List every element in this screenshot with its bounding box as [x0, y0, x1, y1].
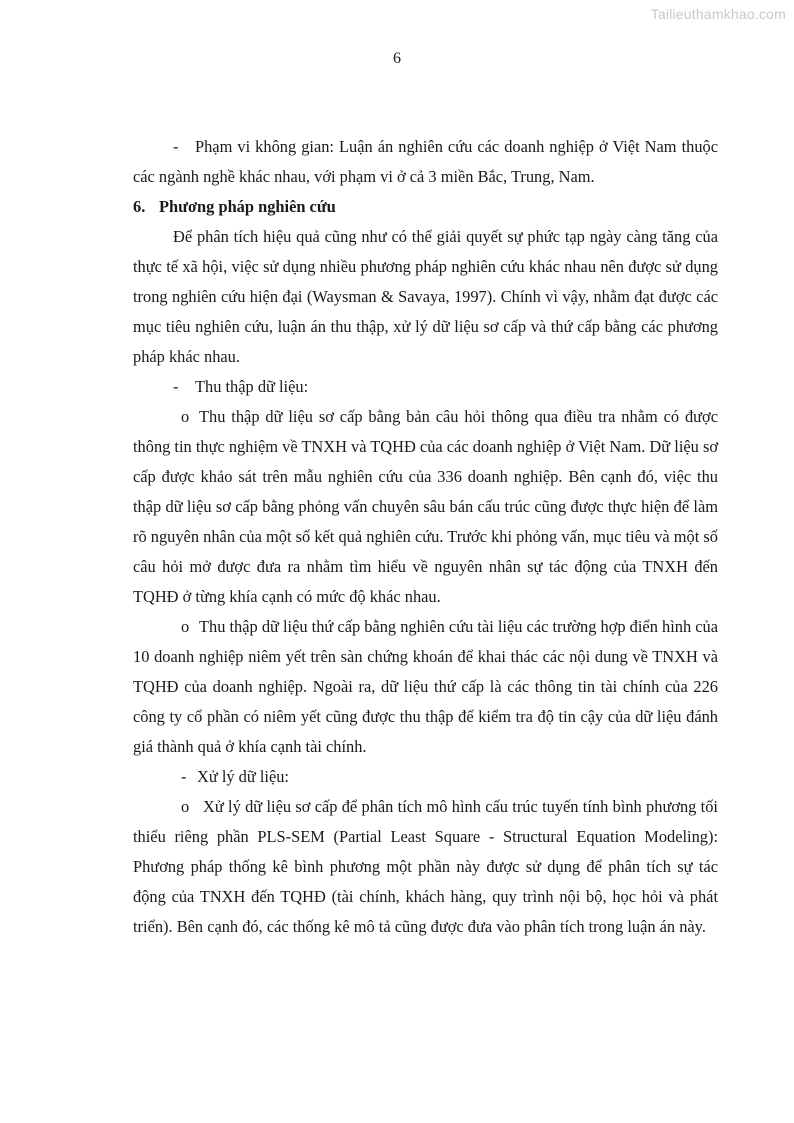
circle-bullet: o: [181, 407, 190, 426]
collect-secondary-text: Thu thập dữ liệu thứ cấp bằng nghiên cứu tài liệu các trường hợp điển hình của 10 doanh nghiệp niêm yết trên sàn chứng khoán để khai thác các nội dung về TNXH và TQHĐ của doanh nghiệp. Ngoài ra, dữ liệu thứ cấp là các thông tin tài chính của 226 công ty cổ phần có niêm yết cũng được thu thập để kiểm tra độ tin cậy của dữ liệu đánh giá thành quả ở khía cạnh tài chính.: [133, 617, 718, 756]
watermark: Tailieuthamkhao.com: [650, 6, 786, 22]
section-title: Phương pháp nghiên cứu: [159, 197, 336, 216]
circle-bullet: o: [181, 617, 190, 636]
dash-bullet: -: [173, 377, 179, 396]
collect-secondary-paragraph: [133, 612, 718, 762]
collect-heading-text: Thu thập dữ liệu:: [195, 377, 309, 396]
dash-bullet: -: [181, 767, 187, 786]
process-primary-text: Xử lý dữ liệu sơ cấp để phân tích mô hình cấu trúc tuyến tính bình phương tối thiểu riêng phần PLS-SEM (Partial Least Square - Structural Equation Modeling): Phương pháp thống kê bình phương một phần này được sử dụng để phân tích sự tác động của TNXH đến TQHĐ (tài chính, khách hàng, quy trình nội bộ, học hỏi và phát triển). Bên cạnh đó, các thống kê mô tả cũng được đưa vào phân tích trong luận án này.: [133, 797, 718, 936]
scope-space-text: Phạm vi không gian: Luận án nghiên cứu các doanh nghiệp ở Việt Nam thuộc các ngành nghề khác nhau, với phạm vi ở cả 3 miền Bắc, Trung, Nam.: [133, 137, 718, 186]
collect-primary-paragraph: [133, 402, 718, 612]
collect-primary-text: Thu thập dữ liệu sơ cấp bằng bản câu hỏi thông qua điều tra nhằm có được thông tin thực nghiệm về TNXH và TQHĐ của các doanh nghiệp ở Việt Nam. Dữ liệu sơ cấp được khảo sát trên mẫu nghiên cứu của 336 doanh nghiệp. Bên cạnh đó, việc thu thập dữ liệu sơ cấp bằng phỏng vấn chuyên sâu bán cấu trúc cũng được thực hiện để làm rõ nguyên nhân của một số kết quả nghiên cứu. Trước khi phỏng vấn, mục tiêu và một số câu hỏi mở được đưa ra nhằm tìm hiểu về nguyên nhân sự tác động của TNXH đến TQHĐ ở từng khía cạnh có mức độ khác nhau.: [133, 407, 718, 606]
dash-bullet: -: [173, 137, 179, 156]
circle-bullet: o: [181, 797, 190, 816]
process-primary-paragraph: [133, 792, 718, 942]
process-heading-text: Xử lý dữ liệu:: [197, 767, 289, 786]
scope-space-paragraph: [133, 132, 718, 192]
section-number: 6.: [133, 197, 146, 216]
page-number: 6: [393, 50, 401, 67]
intro-paragraph: Để phân tích hiệu quả cũng như có thể giải quyết sự phức tạp ngày càng tăng của thực tế xã hội, việc sử dụng nhiều phương pháp nghiên cứu khác nhau nên được sử dụng trong nghiên cứu hiện đại (Waysman & Savaya, 1997). Chính vì vậy, nhằm đạt được các mục tiêu nghiên cứu, luận án thu thập, xử lý dữ liệu sơ cấp và thứ cấp bằng các phương pháp khác nhau.: [133, 227, 718, 366]
process-heading: [133, 762, 718, 792]
section-heading: [133, 192, 718, 222]
collect-heading: [133, 372, 718, 402]
document-body: [133, 132, 718, 942]
